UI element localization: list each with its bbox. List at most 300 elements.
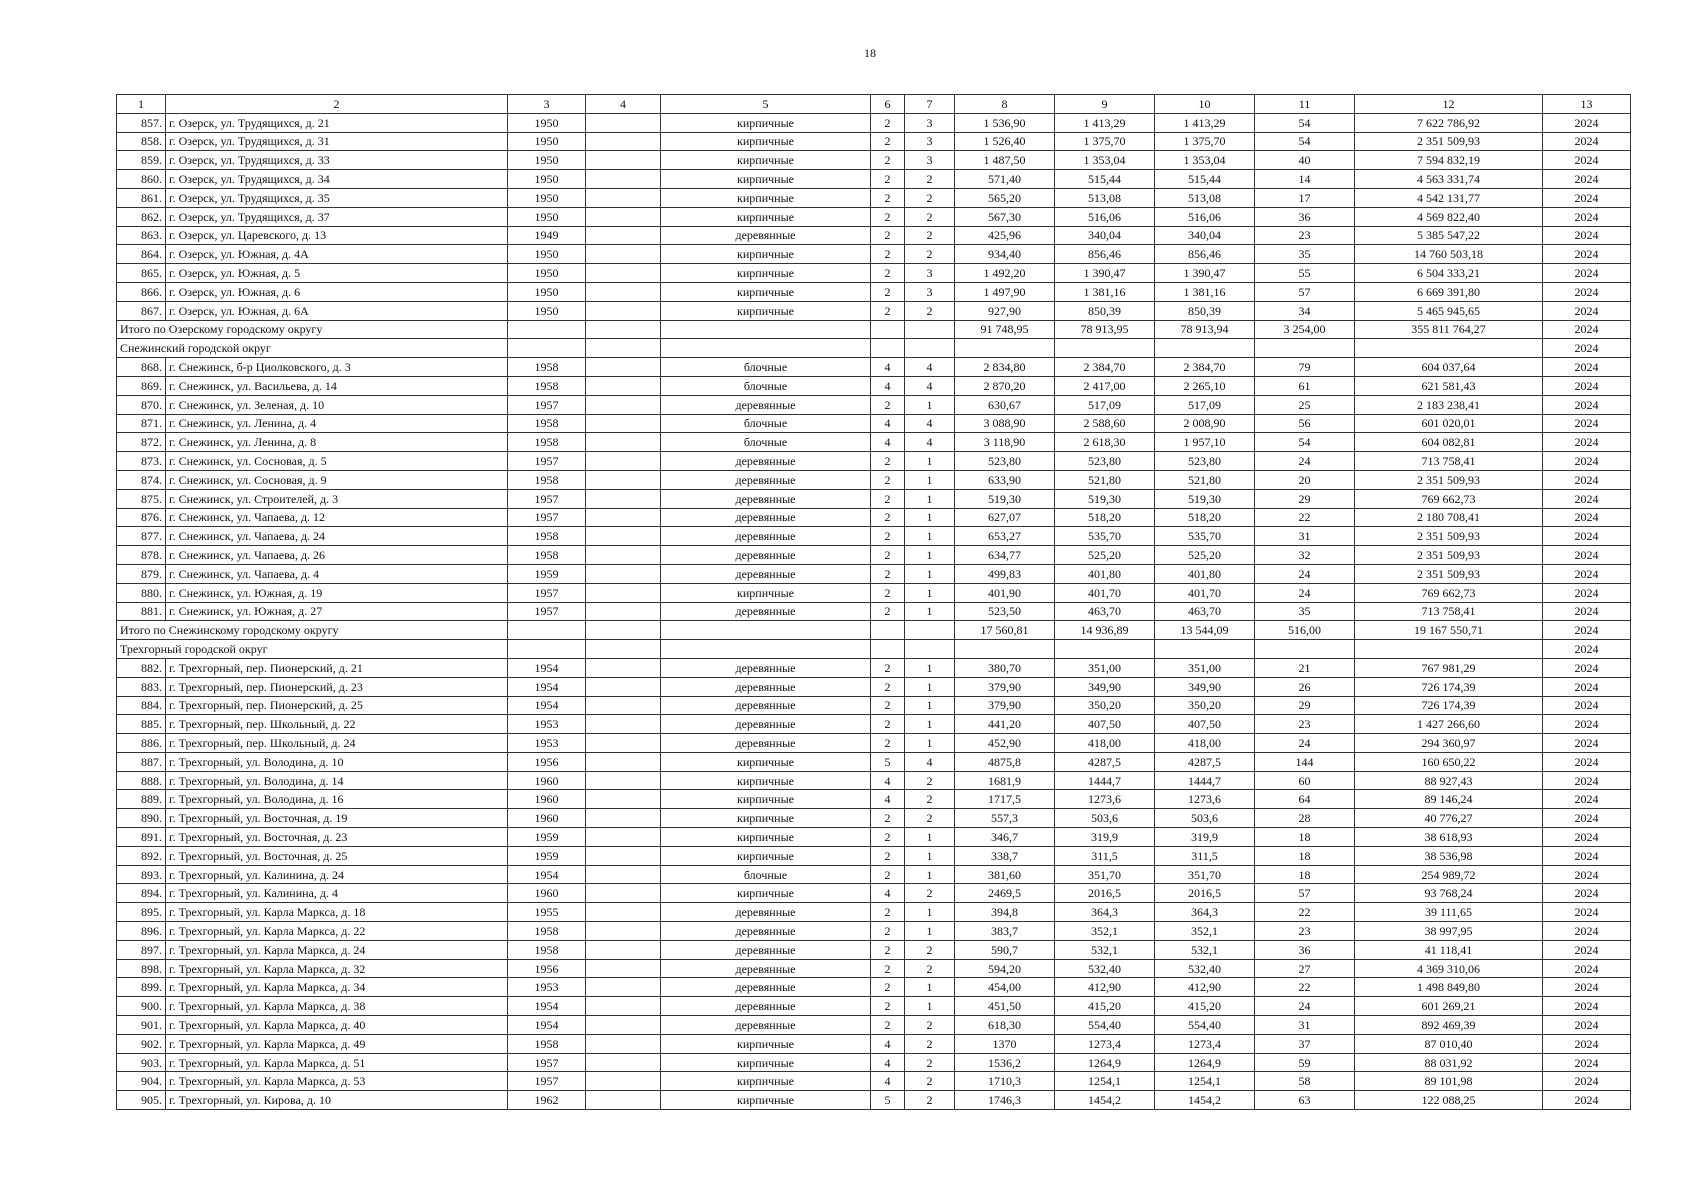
cell-col-3: 1950 [508, 264, 586, 283]
cell-col-6: 2 [871, 602, 905, 621]
cell-col-7: 2 [905, 790, 955, 809]
cell-col-10: 418,00 [1155, 734, 1255, 753]
cell-col-1: 870. [117, 395, 166, 414]
cell-col-6: 2 [871, 282, 905, 301]
cell-col-3: 1950 [508, 188, 586, 207]
table-row [117, 1053, 1631, 1072]
cell-col-12: 604 082,81 [1355, 433, 1543, 452]
cell-col-1: 896. [117, 922, 166, 941]
cell-col-4 [586, 828, 661, 847]
cell-col-9: 1444,7 [1055, 771, 1155, 790]
cell-col-6: 4 [871, 884, 905, 903]
cell-col-4 [586, 376, 661, 395]
cell-col-7: 2 [905, 1072, 955, 1091]
cell-col-3: 1960 [508, 771, 586, 790]
cell-col-11: 24 [1255, 997, 1355, 1016]
cell-col-5: кирпичные [661, 828, 871, 847]
cell-col-13: 2024 [1543, 734, 1631, 753]
cell-col-6: 4 [871, 771, 905, 790]
cell-col-8: 633,90 [955, 470, 1055, 489]
cell-col-7 [905, 621, 955, 640]
column-number-12: 12 [1355, 95, 1543, 114]
cell-col-3: 1960 [508, 884, 586, 903]
table-row [117, 113, 1631, 132]
cell-col-9: 349,90 [1055, 677, 1155, 696]
cell-col-4 [586, 320, 661, 339]
cell-col-8: 1 492,20 [955, 264, 1055, 283]
cell-col-6: 2 [871, 696, 905, 715]
cell-col-8: 1 536,90 [955, 113, 1055, 132]
cell-col-2: г. Озерск, ул. Южная, д. 6А [166, 301, 508, 320]
cell-col-5: кирпичные [661, 790, 871, 809]
cell-col-6: 2 [871, 245, 905, 264]
column-number-1: 1 [117, 95, 166, 114]
cell-col-13: 2024 [1543, 132, 1631, 151]
cell-col-4 [586, 677, 661, 696]
cell-col-10: 856,46 [1155, 245, 1255, 264]
cell-col-11: 31 [1255, 527, 1355, 546]
cell-col-11: 24 [1255, 583, 1355, 602]
cell-col-7: 4 [905, 376, 955, 395]
cell-col-4 [586, 170, 661, 189]
cell-col-2: г. Трехгорный, ул. Восточная, д. 25 [166, 846, 508, 865]
cell-col-12: 2 180 708,41 [1355, 508, 1543, 527]
cell-col-4 [586, 564, 661, 583]
cell-col-1: 899. [117, 978, 166, 997]
cell-col-5 [661, 339, 871, 358]
cell-col-7: 2 [905, 940, 955, 959]
cell-col-9: 850,39 [1055, 301, 1155, 320]
cell-col-9: 516,06 [1055, 207, 1155, 226]
cell-col-7: 2 [905, 884, 955, 903]
cell-col-1: 880. [117, 583, 166, 602]
cell-col-5: деревянные [661, 997, 871, 1016]
cell-col-9: 401,70 [1055, 583, 1155, 602]
cell-col-11: 17 [1255, 188, 1355, 207]
cell-col-9: 352,1 [1055, 922, 1155, 941]
cell-col-10: 1 375,70 [1155, 132, 1255, 151]
cell-col-13: 2024 [1543, 790, 1631, 809]
cell-col-9: 407,50 [1055, 715, 1155, 734]
cell-col-8: 441,20 [955, 715, 1055, 734]
cell-col-1: 882. [117, 658, 166, 677]
cell-col-13: 2024 [1543, 1016, 1631, 1035]
cell-col-1: 873. [117, 452, 166, 471]
cell-col-8 [955, 339, 1055, 358]
cell-col-11: 57 [1255, 884, 1355, 903]
cell-col-9: 513,08 [1055, 188, 1155, 207]
cell-col-10: 516,06 [1155, 207, 1255, 226]
cell-col-10: 1273,6 [1155, 790, 1255, 809]
cell-col-1: 868. [117, 358, 166, 377]
cell-col-2: г. Снежинск, ул. Ленина, д. 8 [166, 433, 508, 452]
cell-col-11: 25 [1255, 395, 1355, 414]
cell-col-13: 2024 [1543, 959, 1631, 978]
cell-col-3 [508, 640, 586, 659]
table-row [117, 188, 1631, 207]
cell-col-10: 401,70 [1155, 583, 1255, 602]
cell-col-5: кирпичные [661, 282, 871, 301]
cell-col-2: г. Трехгорный, ул. Кирова, д. 10 [166, 1091, 508, 1110]
table-row [117, 301, 1631, 320]
cell-col-1: 857. [117, 113, 166, 132]
table-row [117, 997, 1631, 1016]
cell-col-9: 1 353,04 [1055, 151, 1155, 170]
cell-col-12: 7 594 832,19 [1355, 151, 1543, 170]
cell-col-6: 2 [871, 940, 905, 959]
cell-col-11: 22 [1255, 903, 1355, 922]
cell-col-5: кирпичные [661, 207, 871, 226]
table-row [117, 828, 1631, 847]
cell-col-13: 2024 [1543, 113, 1631, 132]
cell-col-9: 2 588,60 [1055, 414, 1155, 433]
cell-col-10: 311,5 [1155, 846, 1255, 865]
cell-col-8 [955, 640, 1055, 659]
cell-col-4 [586, 640, 661, 659]
cell-col-2: г. Трехгорный, ул. Карла Маркса, д. 24 [166, 940, 508, 959]
cell-col-13: 2024 [1543, 282, 1631, 301]
table-row [117, 696, 1631, 715]
cell-col-4 [586, 884, 661, 903]
cell-col-8: 1 526,40 [955, 132, 1055, 151]
cell-col-7: 1 [905, 696, 955, 715]
cell-col-10: 850,39 [1155, 301, 1255, 320]
cell-col-1: 894. [117, 884, 166, 903]
cell-col-9: 340,04 [1055, 226, 1155, 245]
column-number-row [117, 95, 1631, 114]
cell-col-3: 1953 [508, 715, 586, 734]
cell-col-10 [1155, 339, 1255, 358]
cell-col-2: г. Трехгорный, пер. Пионерский, д. 21 [166, 658, 508, 677]
cell-col-5: кирпичные [661, 884, 871, 903]
cell-col-11 [1255, 339, 1355, 358]
cell-col-1: 892. [117, 846, 166, 865]
cell-col-1: 863. [117, 226, 166, 245]
cell-col-6: 2 [871, 151, 905, 170]
cell-col-5: кирпичные [661, 132, 871, 151]
cell-col-9: 519,30 [1055, 489, 1155, 508]
cell-col-5: деревянные [661, 940, 871, 959]
cell-col-11: 54 [1255, 132, 1355, 151]
cell-col-4 [586, 527, 661, 546]
cell-col-2: г. Трехгорный, ул. Карла Маркса, д. 38 [166, 997, 508, 1016]
cell-col-5: деревянные [661, 715, 871, 734]
cell-col-11: 14 [1255, 170, 1355, 189]
cell-col-9: 350,20 [1055, 696, 1155, 715]
cell-col-11: 24 [1255, 452, 1355, 471]
cell-col-7: 2 [905, 1091, 955, 1110]
table-row [117, 207, 1631, 226]
cell-col-12: 621 581,43 [1355, 376, 1543, 395]
cell-col-12: 88 927,43 [1355, 771, 1543, 790]
table-row [117, 245, 1631, 264]
cell-col-13: 2024 [1543, 828, 1631, 847]
cell-col-13: 2024 [1543, 715, 1631, 734]
cell-col-2: г. Трехгорный, пер. Школьный, д. 24 [166, 734, 508, 753]
cell-col-12: 2 351 509,93 [1355, 546, 1543, 565]
cell-col-6: 2 [871, 113, 905, 132]
cell-col-3: 1958 [508, 1034, 586, 1053]
table-row [117, 677, 1631, 696]
cell-col-1: 888. [117, 771, 166, 790]
cell-col-10: 532,1 [1155, 940, 1255, 959]
cell-col-12: 7 622 786,92 [1355, 113, 1543, 132]
cell-col-13: 2024 [1543, 602, 1631, 621]
cell-col-8: 4875,8 [955, 752, 1055, 771]
cell-col-7: 1 [905, 865, 955, 884]
cell-col-5: деревянные [661, 489, 871, 508]
cell-col-9: 4287,5 [1055, 752, 1155, 771]
cell-col-1: 881. [117, 602, 166, 621]
cell-col-13: 2024 [1543, 508, 1631, 527]
column-number-5: 5 [661, 95, 871, 114]
cell-col-5: деревянные [661, 978, 871, 997]
cell-col-9: 503,6 [1055, 809, 1155, 828]
cell-col-8: 634,77 [955, 546, 1055, 565]
cell-col-2: г. Озерск, ул. Южная, д. 4А [166, 245, 508, 264]
cell-col-11: 54 [1255, 113, 1355, 132]
cell-col-1: 905. [117, 1091, 166, 1110]
cell-col-12: 2 183 238,41 [1355, 395, 1543, 414]
cell-col-1: 878. [117, 546, 166, 565]
cell-col-1: 902. [117, 1034, 166, 1053]
cell-col-3: 1958 [508, 470, 586, 489]
cell-col-7: 4 [905, 358, 955, 377]
cell-col-3: 1954 [508, 658, 586, 677]
cell-col-9 [1055, 640, 1155, 659]
cell-col-13: 2024 [1543, 583, 1631, 602]
cell-col-8: 2469,5 [955, 884, 1055, 903]
cell-col-10: 412,90 [1155, 978, 1255, 997]
cell-col-3: 1962 [508, 1091, 586, 1110]
cell-col-1: 903. [117, 1053, 166, 1072]
cell-col-8: 3 088,90 [955, 414, 1055, 433]
cell-col-9: 418,00 [1055, 734, 1155, 753]
cell-col-12: 4 542 131,77 [1355, 188, 1543, 207]
cell-col-2: г. Озерск, ул. Южная, д. 5 [166, 264, 508, 283]
cell-col-7 [905, 320, 955, 339]
cell-col-3: 1954 [508, 696, 586, 715]
cell-col-10: 518,20 [1155, 508, 1255, 527]
cell-col-7: 2 [905, 245, 955, 264]
cell-col-11: 23 [1255, 226, 1355, 245]
cell-col-10: 401,80 [1155, 564, 1255, 583]
column-number-9: 9 [1055, 95, 1155, 114]
group-title: Снежинский городской округ [117, 339, 508, 358]
table-row [117, 846, 1631, 865]
cell-col-9: 518,20 [1055, 508, 1155, 527]
cell-col-12: 767 981,29 [1355, 658, 1543, 677]
cell-col-2: г. Трехгорный, пер. Пионерский, д. 25 [166, 696, 508, 715]
cell-col-13: 2024 [1543, 922, 1631, 941]
cell-col-12: 254 989,72 [1355, 865, 1543, 884]
cell-col-1: 886. [117, 734, 166, 753]
cell-col-11: 34 [1255, 301, 1355, 320]
cell-col-6: 2 [871, 452, 905, 471]
cell-col-3: 1953 [508, 734, 586, 753]
cell-col-11: 26 [1255, 677, 1355, 696]
cell-col-6: 2 [871, 132, 905, 151]
cell-col-10: 2 008,90 [1155, 414, 1255, 433]
cell-col-4 [586, 865, 661, 884]
cell-col-7: 1 [905, 734, 955, 753]
table-row [117, 583, 1631, 602]
cell-col-3: 1957 [508, 602, 586, 621]
cell-col-1: 871. [117, 414, 166, 433]
page-number: 18 [864, 46, 876, 60]
cell-col-12: 89 146,24 [1355, 790, 1543, 809]
cell-col-10: 521,80 [1155, 470, 1255, 489]
cell-col-2: г. Трехгорный, ул. Калинина, д. 4 [166, 884, 508, 903]
cell-col-4 [586, 113, 661, 132]
cell-col-7: 2 [905, 301, 955, 320]
cell-col-10: 349,90 [1155, 677, 1255, 696]
cell-col-10: 554,40 [1155, 1016, 1255, 1035]
cell-col-5 [661, 320, 871, 339]
cell-col-9: 311,5 [1055, 846, 1155, 865]
cell-col-13: 2024 [1543, 226, 1631, 245]
column-number-2: 2 [166, 95, 508, 114]
cell-col-8: 425,96 [955, 226, 1055, 245]
cell-col-13: 2024 [1543, 696, 1631, 715]
cell-col-6: 4 [871, 1053, 905, 1072]
table-row [117, 1034, 1631, 1053]
cell-col-1: 861. [117, 188, 166, 207]
cell-col-11 [1255, 640, 1355, 659]
cell-col-3: 1957 [508, 452, 586, 471]
cell-col-5: кирпичные [661, 170, 871, 189]
cell-col-12: 2 351 509,93 [1355, 132, 1543, 151]
cell-col-2: г. Трехгорный, пер. Школьный, д. 22 [166, 715, 508, 734]
cell-col-9: 1 375,70 [1055, 132, 1155, 151]
cell-col-2: г. Трехгорный, ул. Восточная, д. 23 [166, 828, 508, 847]
column-number-6: 6 [871, 95, 905, 114]
cell-col-1: 895. [117, 903, 166, 922]
table-row [117, 940, 1631, 959]
cell-col-4 [586, 151, 661, 170]
cell-col-10: 2016,5 [1155, 884, 1255, 903]
cell-col-3 [508, 621, 586, 640]
cell-col-4 [586, 1034, 661, 1053]
cell-col-3: 1958 [508, 414, 586, 433]
housing-register-table [116, 94, 1631, 1110]
table-row [117, 865, 1631, 884]
table-row [117, 903, 1631, 922]
cell-col-4 [586, 508, 661, 527]
cell-col-5: блочные [661, 433, 871, 452]
cell-col-9: 463,70 [1055, 602, 1155, 621]
cell-col-11: 63 [1255, 1091, 1355, 1110]
cell-col-10: 407,50 [1155, 715, 1255, 734]
table-row [117, 226, 1631, 245]
table-row [117, 151, 1631, 170]
cell-col-3: 1950 [508, 282, 586, 301]
cell-col-7: 2 [905, 1034, 955, 1053]
cell-col-11: 58 [1255, 1072, 1355, 1091]
cell-col-5 [661, 621, 871, 640]
cell-col-9: 401,80 [1055, 564, 1155, 583]
cell-col-6: 2 [871, 1016, 905, 1035]
cell-col-13: 2024 [1543, 1072, 1631, 1091]
cell-col-7: 2 [905, 226, 955, 245]
cell-col-13: 2024 [1543, 433, 1631, 452]
cell-col-11: 36 [1255, 940, 1355, 959]
cell-col-12: 726 174,39 [1355, 677, 1543, 696]
table-row [117, 376, 1631, 395]
cell-col-5: кирпичные [661, 583, 871, 602]
cell-col-7: 2 [905, 959, 955, 978]
cell-col-7: 3 [905, 151, 955, 170]
cell-col-5 [661, 640, 871, 659]
cell-col-11: 28 [1255, 809, 1355, 828]
cell-col-12: 93 768,24 [1355, 884, 1543, 903]
cell-col-13: 2024 [1543, 809, 1631, 828]
cell-col-2: г. Трехгорный, ул. Володина, д. 16 [166, 790, 508, 809]
cell-col-13: 2024 [1543, 1091, 1631, 1110]
cell-col-8: 383,7 [955, 922, 1055, 941]
cell-col-12: 87 010,40 [1355, 1034, 1543, 1053]
cell-col-7: 2 [905, 809, 955, 828]
cell-col-2: г. Снежинск, б-р Циолковского, д. 3 [166, 358, 508, 377]
cell-col-9: 319,9 [1055, 828, 1155, 847]
cell-col-10: 364,3 [1155, 903, 1255, 922]
table-row [117, 1016, 1631, 1035]
cell-col-11: 60 [1255, 771, 1355, 790]
cell-col-6: 4 [871, 358, 905, 377]
cell-col-6 [871, 339, 905, 358]
cell-col-8: 618,30 [955, 1016, 1055, 1035]
cell-col-1: 864. [117, 245, 166, 264]
cell-col-11: 32 [1255, 546, 1355, 565]
cell-col-7: 2 [905, 170, 955, 189]
cell-col-4 [586, 771, 661, 790]
cell-col-7: 2 [905, 1053, 955, 1072]
cell-col-1: 859. [117, 151, 166, 170]
cell-col-7: 4 [905, 433, 955, 452]
cell-col-6 [871, 640, 905, 659]
cell-col-13: 2024 [1543, 188, 1631, 207]
cell-col-7: 1 [905, 395, 955, 414]
cell-col-9: 517,09 [1055, 395, 1155, 414]
cell-col-8: 627,07 [955, 508, 1055, 527]
cell-col-8: 590,7 [955, 940, 1055, 959]
cell-col-2: г. Снежинск, ул. Сосновая, д. 5 [166, 452, 508, 471]
cell-col-4 [586, 959, 661, 978]
cell-col-9: 2 384,70 [1055, 358, 1155, 377]
cell-col-8: 2 834,80 [955, 358, 1055, 377]
cell-col-6: 2 [871, 564, 905, 583]
cell-col-9: 1 381,16 [1055, 282, 1155, 301]
cell-col-4 [586, 621, 661, 640]
table-row [117, 564, 1631, 583]
cell-col-8: 1746,3 [955, 1091, 1055, 1110]
cell-col-3: 1950 [508, 113, 586, 132]
cell-col-10: 350,20 [1155, 696, 1255, 715]
cell-col-8: 91 748,95 [955, 320, 1055, 339]
cell-col-6: 2 [871, 226, 905, 245]
cell-col-2: г. Снежинск, ул. Васильева, д. 14 [166, 376, 508, 395]
cell-col-7: 1 [905, 546, 955, 565]
cell-col-12: 5 385 547,22 [1355, 226, 1543, 245]
cell-col-4 [586, 734, 661, 753]
cell-col-12 [1355, 640, 1543, 659]
cell-col-11: 22 [1255, 508, 1355, 527]
cell-col-6: 2 [871, 301, 905, 320]
cell-col-4 [586, 1091, 661, 1110]
cell-col-13: 2024 [1543, 358, 1631, 377]
subtotal-row [117, 320, 1631, 339]
cell-col-6: 2 [871, 959, 905, 978]
